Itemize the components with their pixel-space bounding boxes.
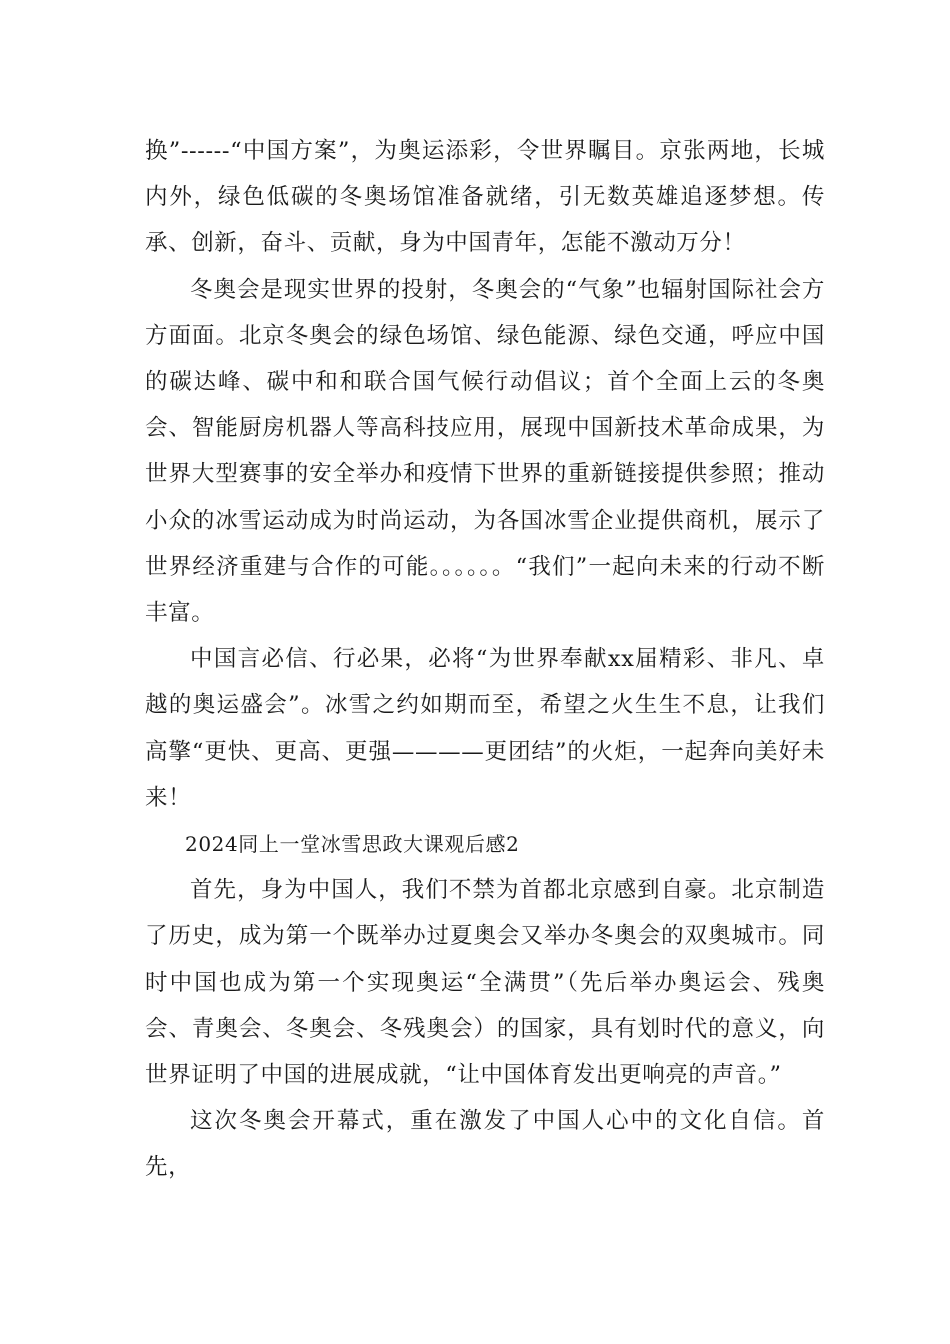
section-heading: 2024同上一堂冰雪思政大课观后感2 bbox=[185, 832, 520, 857]
document-body bbox=[145, 128, 825, 1191]
paragraph-1: 换”------“中国方案”，为奥运添彩，令世界瞩目。京张两地，长城内外，绿色低碳的冬奥场馆准备就绪，引无数英雄追逐梦想。传承、创新，奋斗、贡献，身为中国青年，怎能不激动万分！ bbox=[145, 138, 825, 257]
paragraph-3: 中国言必信、行必果，必将“为世界奉献xx届精彩、非凡、卓越的奥运盛会”。冰雪之约如期而至，希望之火生生不息，让我们高擎“更快、更高、更强————更团结”的火炬，一起奔向美好未来！ bbox=[145, 646, 825, 811]
paragraph-4: 首先，身为中国人，我们不禁为首都北京感到自豪。北京制造了历史，成为第一个既举办过夏奥会又举办冬奥会的双奥城市。同时中国也成为第一个实现奥运“全满贯”（先后举办奥运会、残奥会、青奥会、冬奥会、冬残奥会）的国家，具有划时代的意义，向世界证明了中国的进展成就，“让中国体育发出更响亮的声音。” bbox=[145, 877, 825, 1089]
paragraph-2: 冬奥会是现实世界的投射，冬奥会的“气象”也辐射国际社会方方面面。北京冬奥会的绿色场馆、绿色能源、绿色交通，呼应中国的碳达峰、碳中和和联合国气候行动倡议；首个全面上云的冬奥会、智能厨房机器人等高科技应用，展现中国新技术革命成果，为世界大型赛事的安全举办和疫情下世界的重新链接提供参照；推动小众的冰雪运动成为时尚运动，为各国冰雪企业提供商机，展示了世界经济重建与合作的可能。。。。。。“我们”一起向未来的行动不断丰富。 bbox=[145, 276, 825, 627]
paragraph-5: 这次冬奥会开幕式，重在激发了中国人心中的文化自信。首先， bbox=[145, 1108, 825, 1181]
